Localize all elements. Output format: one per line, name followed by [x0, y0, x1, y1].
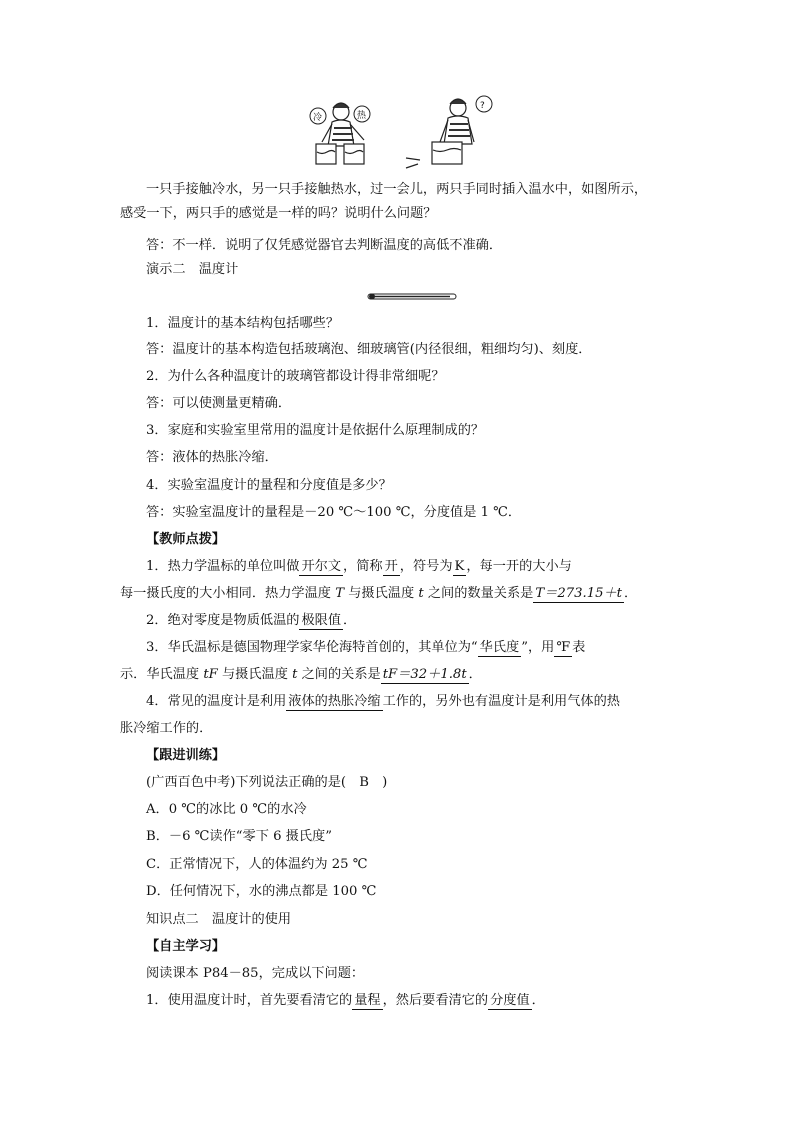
speech-bubble-cold	[310, 108, 326, 124]
speech-bubble-question	[476, 96, 492, 112]
tip3-blank-symbol: ℉	[556, 640, 571, 655]
use-question-1: 1．使用温度计时，首先要看清它的 量程 ，然后要看清它的 分度值 ．	[146, 993, 545, 1008]
tip3-blank-formula: tF＝32＋1.8t	[382, 667, 467, 682]
tip1-blank-formula: T＝273.15＋t	[535, 586, 622, 601]
tip-3-line-2: 示．华氏温度 tF 与摄氏温度 t 之间的关系是 tF＝32＋1.8t ．	[120, 667, 482, 682]
question-3: 3．家庭和实验室里常用的温度计是依据什么原理制成的？	[146, 423, 485, 438]
answer-4: 答：实验室温度计的量程是－20 ℃～100 ℃，分度值是 1 ℃．	[146, 505, 522, 520]
use1-blank-division: 分度值	[490, 993, 530, 1008]
hands-in-water-illustration	[308, 94, 498, 174]
right-boy-figure	[406, 99, 474, 168]
mcq-option-a: A．0 ℃的冰比 0 ℃的水冷	[146, 802, 307, 817]
paragraph-intro-2: 感受一下，两只手的感觉是一样的吗？说明什么问题？	[120, 206, 437, 221]
section-self-study: 【自主学习】	[146, 939, 226, 954]
tip3-blank-name: 华氏度	[479, 640, 520, 655]
section-follow-up: 【跟进训练】	[146, 748, 226, 763]
question-1: 1．温度计的基本结构包括哪些？	[146, 316, 340, 331]
mcq-question: (广西百色中考)下列说法正确的是( B )	[146, 775, 388, 790]
paragraph-intro-1: 一只手接触冷水，另一只手接触热水，过一会儿，两只手同时插入温水中，如图所示，	[146, 182, 648, 197]
use1-blank-range: 量程	[354, 993, 381, 1008]
tip-4-line-1: 4．常见的温度计是利用 液体的热胀冷缩 工作的，另外也有温度计是利用气体的热	[146, 694, 620, 709]
speech-bubble-hot	[354, 106, 370, 122]
svg-text:冷: 冷	[313, 113, 323, 123]
svg-text:热: 热	[357, 111, 367, 121]
answer-3: 答：液体的热胀冷缩．	[146, 450, 278, 465]
question-4: 4．实验室温度计的量程和分度值是多少？	[146, 478, 392, 493]
reading-instruction: 阅读课本 P84－85，完成以下问题：	[146, 966, 365, 981]
section-teacher-tips: 【教师点拨】	[146, 532, 226, 547]
answer-2: 答：可以使测量更精确．	[146, 396, 292, 411]
tip-1-line-1: 1．热力学温标的单位叫做 开尔文 ，简称 开 ，符号为 K ，每一开的大小与	[146, 559, 572, 574]
section-knowledge-2: 知识点二 温度计的使用	[146, 912, 292, 927]
tip-1-line-2: 每一摄氏度的大小相同．热力学温度 T 与摄氏温度 t 之间的数量关系是 T＝273.15＋t ．	[120, 586, 638, 601]
thermometer-illustration	[366, 292, 460, 302]
tip1-blank-short: 开	[384, 559, 398, 574]
answer-1: 答：温度计的基本构造包括玻璃泡、细玻璃管(内径很细，粗细均匀)、刻度．	[146, 342, 592, 357]
mcq-option-c: C．正常情况下，人的体温约为 25 ℃	[146, 857, 368, 872]
tip-4-line-2: 胀冷缩工作的．	[120, 721, 213, 736]
svg-text:?: ?	[480, 101, 485, 111]
answer-intro: 答：不一样．说明了仅凭感觉器官去判断温度的高低不准确．	[146, 238, 503, 253]
question-2: 2．为什么各种温度计的玻璃管都设计得非常细呢？	[146, 369, 445, 384]
mcq-option-b: B．－6 ℃读作“零下 6 摄氏度”	[146, 829, 332, 844]
tip4-blank-principle: 液体的热胀冷缩	[288, 694, 381, 709]
section-demo-2: 演示二 温度计	[146, 262, 239, 277]
mcq-option-d: D．任何情况下，水的沸点都是 100 ℃	[146, 884, 377, 899]
tip-2: 2．绝对零度是物质低温的 极限值 ．	[146, 613, 357, 628]
tip1-blank-symbol: K	[454, 559, 465, 574]
tip-3-line-1: 3．华氏温标是德国物理学家华伦海特首创的，其单位为“ 华氏度 ”，用 ℉ 表	[146, 640, 586, 655]
tip1-blank-unit: 开尔文	[301, 559, 342, 574]
tip2-blank-limit: 极限值	[301, 613, 342, 628]
